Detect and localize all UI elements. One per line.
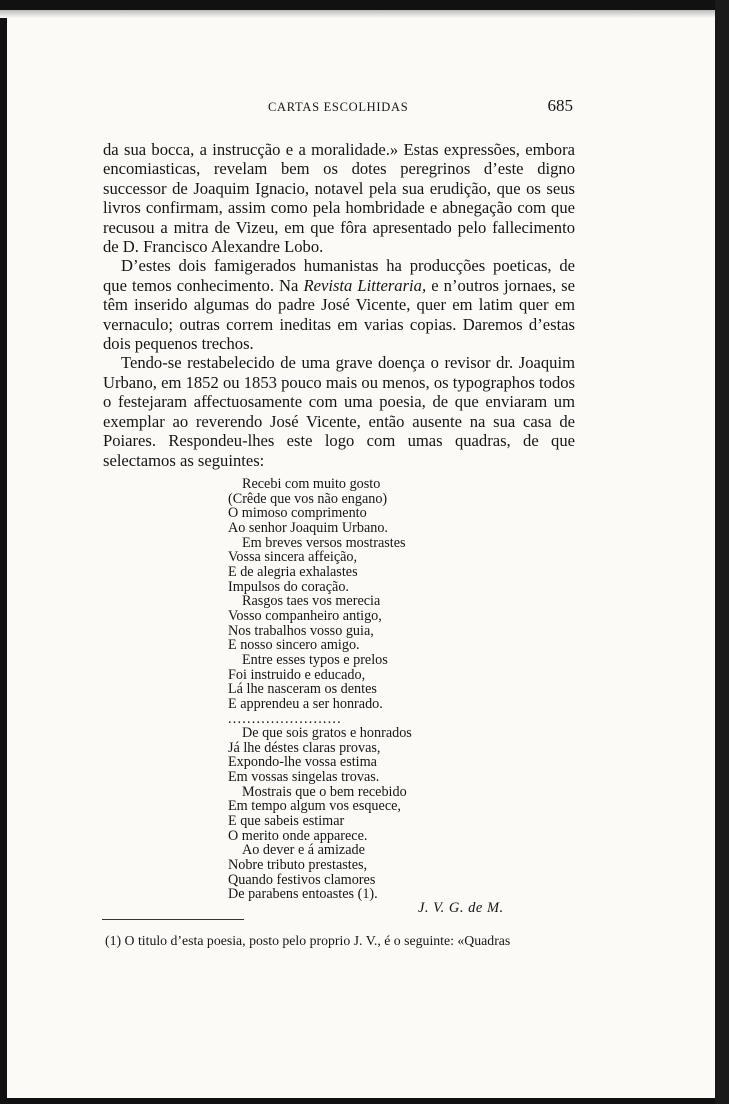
poem-line: Foi instruido e educado,: [228, 666, 366, 683]
poem-line: E nosso sincero amigo.: [228, 637, 360, 654]
poem-line: De parabens entoastes (1).: [228, 886, 378, 903]
poem-line: Ao senhor Joaquim Urbano.: [228, 519, 388, 536]
poem-line: Nos trabalhos vosso guia,: [228, 622, 374, 639]
poem-line: Vosso companheiro antigo,: [228, 607, 382, 624]
poem-line: Em breves versos mostrastes: [242, 534, 406, 551]
paragraph-2-after: e n’outros jornaes, se têm inserido algumas do padre José Vicente, quer em latim quer em vernaculo; outras correm ineditas em varias copias. Daremos d’estas dois pequenos trechos.: [103, 275, 576, 354]
poem-line: Em tempo algum vos esquece,: [228, 798, 401, 815]
paragraph-2-before: D’estes dois famigerados humanistas ha producções poeticas, de que temos conhecimento. Na: [103, 256, 575, 295]
poem-line: Em vossas singelas trovas.: [228, 769, 380, 786]
poem-ellipsis-line: ........................: [228, 710, 342, 727]
poem-line: Nobre tributo prestastes,: [228, 857, 368, 874]
footnote-rule: [102, 919, 244, 920]
poem-line: E apprendeu a ser honrado.: [228, 695, 383, 712]
poem-line: Entre esses typos e prelos: [242, 651, 388, 668]
poem-line: Rasgos taes vos merecia: [242, 593, 381, 610]
poem-line: Impulsos do coração.: [228, 578, 349, 595]
poem-line: Vossa sincera affeição,: [228, 549, 358, 566]
body-text: [103, 140, 575, 470]
poem-signature: J. V. G. de M.: [418, 900, 504, 916]
poem-line: O mimoso comprimento: [228, 505, 367, 522]
poem-line: E de alegria exhalastes: [228, 563, 358, 580]
running-title: CARTAS ESCOLHIDAS: [268, 100, 409, 114]
poem-line: Recebi com muito gosto: [242, 476, 381, 492]
poem-line: E que sabeis estimar: [228, 813, 345, 830]
poem-line: O merito onde apparece.: [228, 827, 368, 844]
poem-line: Expondo-lhe vossa estima: [228, 754, 377, 771]
poem-line: Já lhe déstes claras provas,: [228, 739, 381, 756]
running-head: [103, 96, 575, 122]
footnote: (1) O titulo d’esta poesia, posto pelo proprio J. V., é o seguinte: «Quadras: [105, 933, 511, 948]
poem-line: Mostrais que o bem recebido: [242, 783, 407, 800]
journal-title: Revista Litteraria,: [303, 275, 427, 295]
poem-line: Ao dever e á amizade: [242, 842, 365, 859]
poem-line: (Crêde que vos não engano): [228, 490, 388, 507]
poem-line: Lá lhe nasceram os dentes: [228, 681, 377, 698]
poem-line: De que sois gratos e honrados: [242, 725, 412, 742]
paragraph-3: Tendo-se restabelecido de uma grave doença o revisor dr. Joaquim Urbano, em 1852 ou 1853 pouco mais ou menos, os typographos todos o festejaram affectuosamente com uma poesia, de que enviaram um exemplar ao reverendo José Vicente, então ausente na sua casa de Poiares. Respondeu-lhes este logo com umas quadras, de que selectamos as seguintes:: [103, 353, 575, 470]
page-number: 685: [547, 96, 573, 115]
poem: [228, 477, 488, 902]
poem-line: Quando festivos clamores: [228, 871, 376, 888]
paragraph-1: da sua bocca, a instrucção e a moralidade.» Estas expressões, embora encomiasticas, revelam bem os dotes peregrinos d’este digno successor de Joaquim Ignacio, notavel pela sua erudição, que os seus livros confirmam, assim como pela hombridade e abnegação com que recusou a mitra de Vizeu, em que fôra apresentado pelo fallecimento de D. Francisco Alexandre Lobo.: [103, 140, 575, 257]
paragraph-2: [103, 256, 575, 353]
